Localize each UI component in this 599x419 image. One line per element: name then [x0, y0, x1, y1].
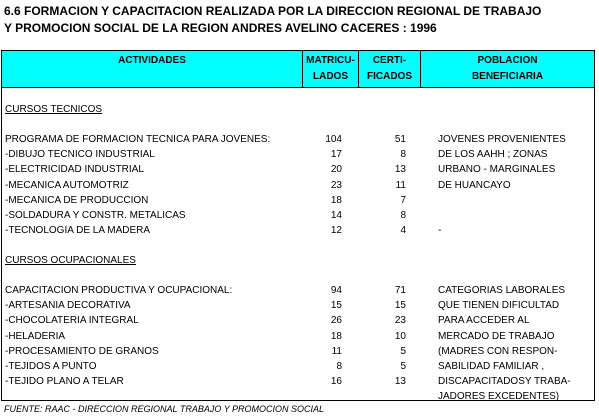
cell-matriculados: 20: [330, 164, 342, 176]
cell-actividad: -SOLDADURA Y CONSTR. METALICAS: [5, 210, 186, 221]
cell-certificados: 51: [394, 134, 406, 145]
cell-actividad: -TEJIDOS A PUNTO: [5, 361, 97, 372]
title-line-2: Y PROMOCION SOCIAL DE LA REGION ANDRES AVELINO CACERES : 1996: [4, 21, 437, 35]
header-poblacion-line-1: POBLACION: [477, 55, 538, 66]
cell-certificados: 8: [400, 149, 406, 161]
cell-certificados: 10: [394, 330, 406, 342]
table-header: [1, 50, 595, 88]
cell-actividad: CAPACITACION PRODUCTIVA Y OCUPACIONAL:: [5, 285, 233, 296]
cell-matriculados: 16: [330, 376, 342, 388]
cell-poblacion: DISCAPACITADOSY TRABA-: [438, 376, 571, 388]
cell-actividad: -DIBUJO TECNICO INDUSTRIAL: [5, 149, 155, 161]
cell-actividad: PROGRAMA DE FORMACION TECNICA PARA JOVENES:: [5, 134, 271, 145]
table-body: [1, 88, 595, 401]
section-tecnicos-label: CURSOS TECNICOS: [5, 104, 103, 115]
header-actividades-label: ACTIVIDADES: [118, 55, 186, 66]
cell-actividad: -ARTESANIA DECORATIVA: [5, 300, 131, 312]
header-certificados: [358, 51, 420, 87]
cell-matriculados: 18: [330, 330, 342, 342]
cell-certificados: 7: [400, 194, 406, 206]
cell-certificados: 13: [394, 376, 406, 388]
cell-actividad: -PROCESAMIENTO DE GRANOS: [5, 345, 159, 357]
cell-poblacion: PARA ACCEDER AL: [438, 315, 530, 327]
cell-poblacion: SABILIDAD FAMILIAR ,: [438, 361, 545, 372]
cell-matriculados: 15: [330, 300, 342, 312]
cell-actividad: -ELECTRICIDAD INDUSTRIAL: [5, 164, 144, 176]
header-poblacion-line-2: BENEFICIARIA: [471, 71, 544, 82]
header-matriculados-line-1: MATRICU-: [306, 55, 355, 66]
table-title: [4, 3, 594, 37]
cell-matriculados: 23: [330, 179, 342, 191]
cell-matriculados: 94: [330, 285, 342, 296]
cell-certificados: 11: [395, 179, 406, 191]
cell-certificados: 5: [400, 361, 406, 372]
cell-actividad: -TEJIDO PLANO A TELAR: [5, 376, 124, 388]
cell-certificados: 71: [394, 285, 406, 296]
cell-actividad: -MECANICA DE PRODUCCION: [5, 194, 149, 206]
cell-matriculados: 104: [325, 134, 342, 145]
cell-poblacion: JADORES EXCEDENTES): [438, 391, 560, 403]
cell-poblacion: QUE TIENEN DIFICULTAD: [438, 300, 560, 312]
cell-matriculados: 18: [330, 194, 342, 206]
cell-poblacion: -: [438, 225, 442, 237]
cell-poblacion: CATEGORIAS LABORALES: [438, 285, 566, 296]
cell-poblacion: (MADRES CON RESPON-: [438, 345, 558, 357]
cell-actividad: -HELADERIA: [5, 330, 66, 342]
header-matriculados-line-2: LADOS: [313, 71, 348, 82]
cell-matriculados: 11: [331, 345, 342, 357]
header-actividades: [2, 51, 302, 87]
cell-certificados: 4: [400, 225, 406, 237]
cell-actividad: -CHOCOLATERIA INTEGRAL: [5, 315, 139, 327]
header-certificados-line-2: FICADOS: [367, 71, 412, 82]
source-footer: FUENTE: RAAC - DIRECCION REGIONAL TRABAJO Y PROMOCION SOCIAL: [4, 404, 325, 414]
cell-actividad: -TECNOLOGIA DE LA MADERA: [5, 225, 151, 237]
header-matriculados: [302, 51, 358, 87]
cell-matriculados: 14: [330, 210, 342, 221]
cell-poblacion: URBANO - MARGINALES: [438, 164, 556, 176]
cell-matriculados: 17: [330, 149, 342, 161]
title-line-1: 6.6 FORMACION Y CAPACITACION REALIZADA POR LA DIRECCION REGIONAL DE TRABAJO: [4, 4, 542, 18]
cell-certificados: 13: [394, 164, 406, 176]
cell-certificados: 8: [400, 210, 406, 221]
header-poblacion: [420, 51, 594, 87]
section-ocupacionales-label: CURSOS OCUPACIONALES: [5, 255, 136, 266]
cell-certificados: 23: [394, 315, 406, 327]
cell-poblacion: JOVENES PROVENIENTES: [438, 134, 566, 145]
cell-certificados: 15: [394, 300, 406, 312]
cell-certificados: 5: [400, 345, 406, 357]
header-certificados-line-1: CERTI-: [372, 55, 407, 66]
cell-matriculados: 26: [330, 315, 342, 327]
cell-matriculados: 12: [330, 225, 342, 237]
cell-actividad: -MECANICA AUTOMOTRIZ: [5, 179, 129, 191]
cell-poblacion: DE LOS AAHH ; ZONAS: [438, 149, 548, 161]
cell-matriculados: 8: [336, 361, 342, 372]
cell-poblacion: MERCADO DE TRABAJO: [438, 330, 555, 342]
cell-poblacion: DE HUANCAYO: [438, 179, 511, 191]
